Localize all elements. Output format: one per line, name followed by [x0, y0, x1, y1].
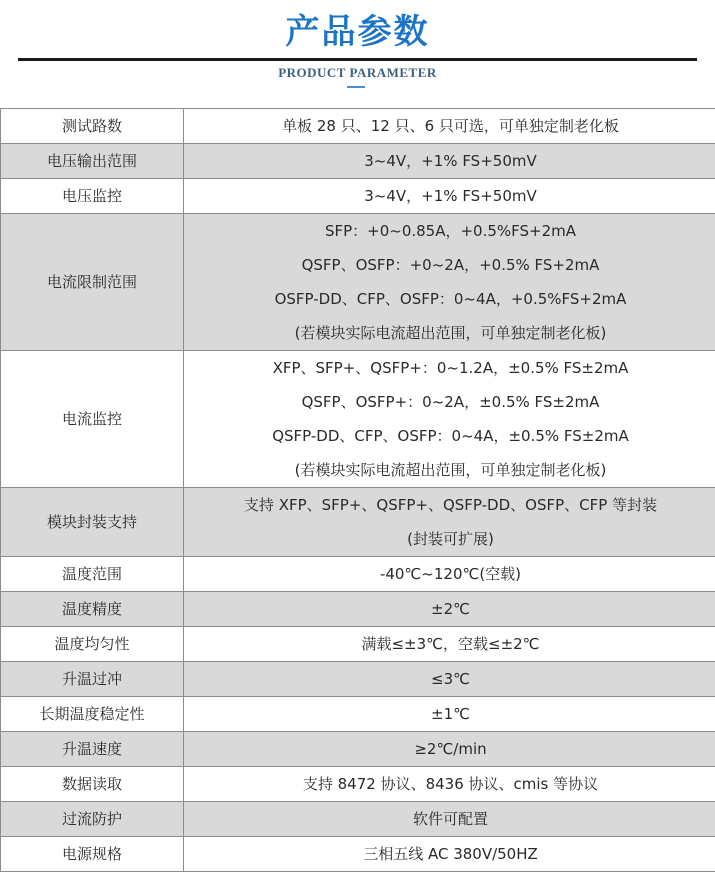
table-row — [1, 592, 715, 627]
row-label: 电源规格 — [1, 837, 184, 872]
table-row — [1, 697, 715, 732]
table-row — [1, 214, 715, 351]
row-value-line: 支持 XFP、SFP+、QSFP+、QSFP-DD、OSFP、CFP 等封装 — [184, 488, 715, 522]
row-value — [184, 837, 715, 872]
row-value-line: QSFP-DD、CFP、OSFP：0~4A，±0.5% FS±2mA — [184, 419, 715, 453]
row-label: 电流限制范围 — [1, 214, 184, 351]
subtitle-accent-bar — [347, 86, 365, 88]
row-value-line: QSFP、OSFP+：0~2A，±0.5% FS±2mA — [184, 385, 715, 419]
table-row — [1, 837, 715, 872]
row-label: 温度均匀性 — [1, 627, 184, 662]
table-row — [1, 557, 715, 592]
row-value-line: (若模块实际电流超出范围，可单独定制老化板) — [184, 453, 715, 487]
row-value-line: -40℃~120℃(空载) — [184, 557, 715, 591]
row-value-line: ≤3℃ — [184, 662, 715, 696]
row-value — [184, 627, 715, 662]
row-label: 长期温度稳定性 — [1, 697, 184, 732]
row-value-line: 支持 8472 协议、8436 协议、cmis 等协议 — [184, 767, 715, 801]
table-row — [1, 802, 715, 837]
row-label: 过流防护 — [1, 802, 184, 837]
table-row — [1, 732, 715, 767]
row-label: 电压输出范围 — [1, 144, 184, 179]
row-value-line: 软件可配置 — [184, 802, 715, 836]
row-value-line: SFP：+0~0.85A，+0.5%FS+2mA — [184, 214, 715, 248]
row-label: 电流监控 — [1, 351, 184, 488]
row-label: 温度范围 — [1, 557, 184, 592]
row-label: 电压监控 — [1, 179, 184, 214]
row-value-line: ±1℃ — [184, 697, 715, 731]
row-value-line: OSFP-DD、CFP、OSFP：0~4A，+0.5%FS+2mA — [184, 282, 715, 316]
spec-table — [0, 108, 715, 872]
row-value-line: 三相五线 AC 380V/50HZ — [184, 837, 715, 871]
row-value-line: ±2℃ — [184, 592, 715, 626]
row-value — [184, 214, 715, 351]
table-row — [1, 144, 715, 179]
row-value-line: 3~4V，+1% FS+50mV — [184, 144, 715, 178]
row-value — [184, 697, 715, 732]
row-value — [184, 767, 715, 802]
row-value-line: ≥2℃/min — [184, 732, 715, 766]
title-divider — [18, 58, 697, 61]
row-value — [184, 488, 715, 557]
table-row — [1, 662, 715, 697]
row-label: 温度精度 — [1, 592, 184, 627]
page-subtitle: PRODUCT PARAMETER — [0, 64, 715, 82]
table-row — [1, 109, 715, 144]
row-value-line: (若模块实际电流超出范围，可单独定制老化板) — [184, 316, 715, 350]
row-label: 模块封装支持 — [1, 488, 184, 557]
row-label: 测试路数 — [1, 109, 184, 144]
row-value — [184, 144, 715, 179]
table-row — [1, 627, 715, 662]
table-row — [1, 488, 715, 557]
row-value-line: 3~4V，+1% FS+50mV — [184, 179, 715, 213]
row-label: 升温过冲 — [1, 662, 184, 697]
row-label: 数据读取 — [1, 767, 184, 802]
row-value — [184, 557, 715, 592]
row-value — [184, 802, 715, 837]
row-value — [184, 662, 715, 697]
table-row — [1, 351, 715, 488]
row-value-line: QSFP、OSFP：+0~2A，+0.5% FS+2mA — [184, 248, 715, 282]
row-value — [184, 109, 715, 144]
row-value — [184, 179, 715, 214]
row-value — [184, 592, 715, 627]
page-title: 产品参数 — [0, 10, 715, 54]
row-value — [184, 732, 715, 767]
row-value-line: 满载≤±3℃，空载≤±2℃ — [184, 627, 715, 661]
spec-table-body — [1, 109, 715, 872]
table-row — [1, 179, 715, 214]
row-label: 升温速度 — [1, 732, 184, 767]
row-value-line: 单板 28 只、12 只、6 只可选，可单独定制老化板 — [184, 109, 715, 143]
row-value-line: (封装可扩展) — [184, 522, 715, 556]
page-header — [0, 0, 715, 100]
row-value — [184, 351, 715, 488]
table-row — [1, 767, 715, 802]
row-value-line: XFP、SFP+、QSFP+：0~1.2A，±0.5% FS±2mA — [184, 351, 715, 385]
